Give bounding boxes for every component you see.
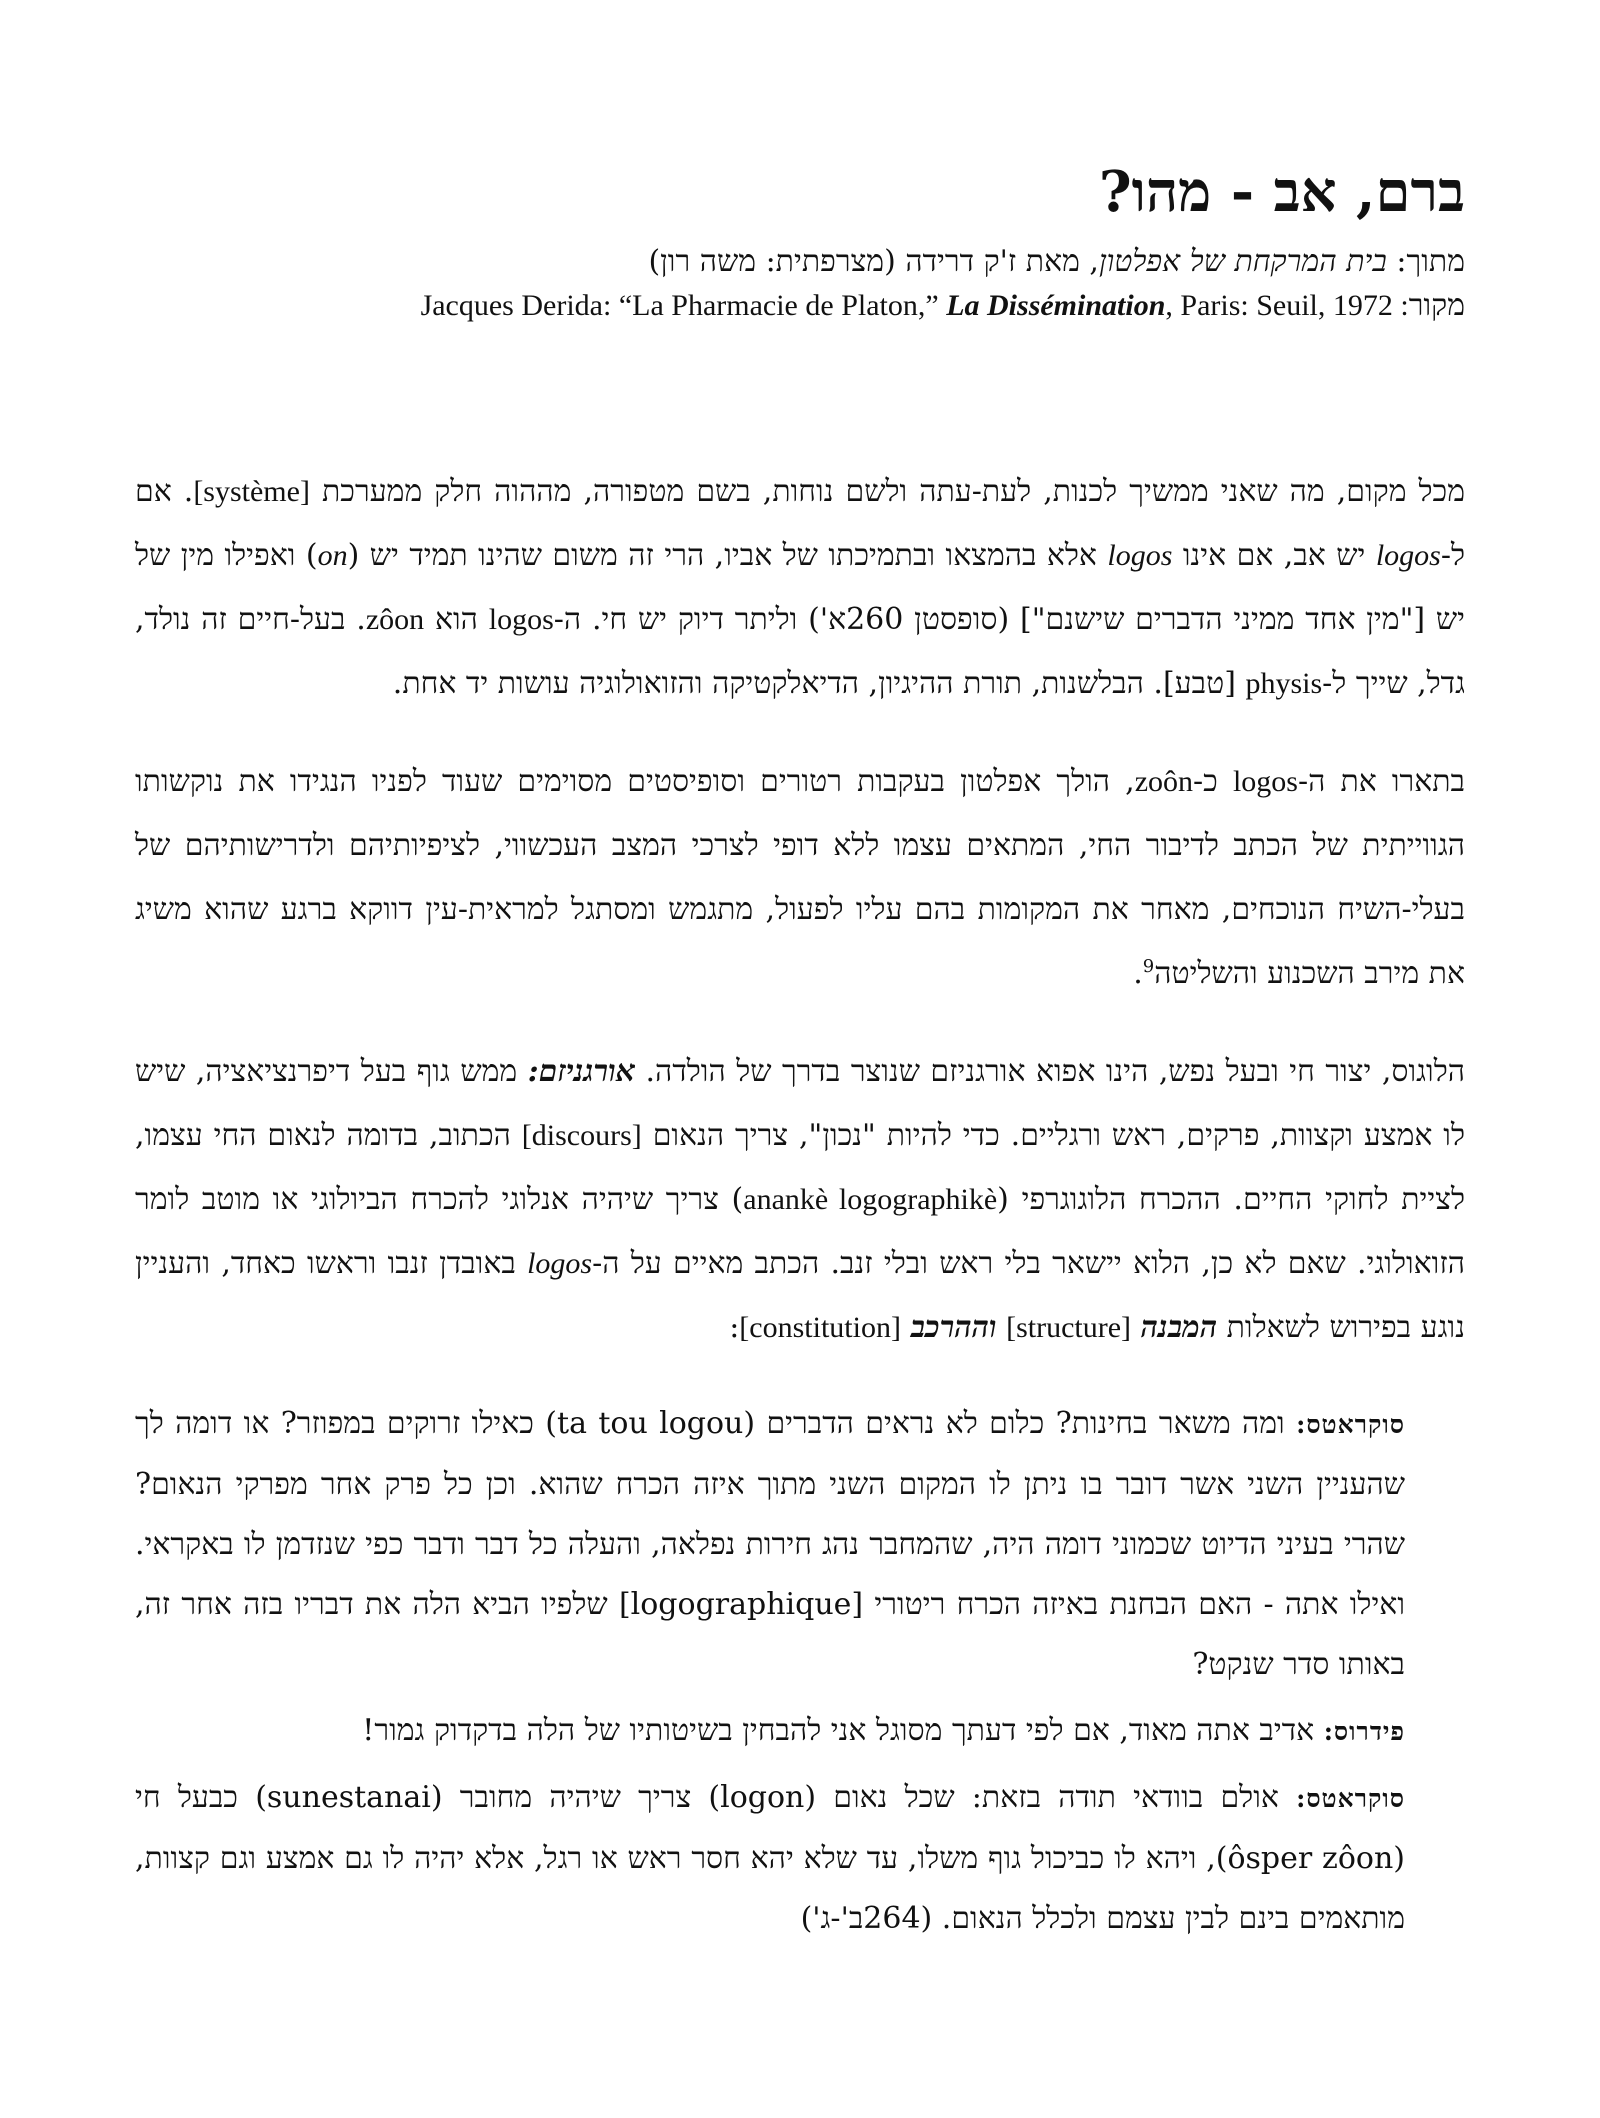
source-author: Jacques Derida: “La Pharmacie de Platon,” — [420, 288, 939, 322]
latin-term: [structure] — [1006, 1311, 1132, 1344]
dialogue-line — [135, 1394, 1405, 1695]
latin-term: ôsper zôon — [1227, 1841, 1394, 1876]
latin-term: physis — [1245, 667, 1323, 700]
paragraph-text: . — [1133, 956, 1143, 991]
latin-term: logos — [1232, 765, 1298, 798]
paragraph-text: הוא — [424, 602, 489, 637]
paragraph-text — [997, 1310, 1007, 1345]
speaker-label: פידרוס: — [1323, 1717, 1405, 1746]
latin-term: [constitution] — [739, 1311, 901, 1344]
paragraph-text: אלא בהמצאו ובתמיכתו של אביו, הרי זה משום שהינו תמיד יש ( — [347, 538, 1108, 573]
paragraph-1 — [135, 460, 1465, 716]
dialogue-text: ) כאילו זרוקים במפוזר? או דומה לך שהעניין השני אשר דובר בו ניתן לו המקום השני מתוך איזה הכרח שהוא. וכן כל פרק אחר מפרקי הנאום? שהרי בעיני הדיוט שכמוני דומה היה, שהמחבר נהג חירות נפלאה, והעלה כל דבר ודבר כפי שנזדמן לו באקראי. ואילו אתה - האם הבחנת באיזה הכרח ריטורי — [135, 1406, 1405, 1622]
dialogue-text: ומה משאר בחינות? כלום לא נראים הדברים ( — [743, 1406, 1297, 1441]
document-header — [135, 160, 1465, 327]
paragraph-text: כ- — [1193, 764, 1233, 799]
paragraph-3 — [135, 1040, 1465, 1360]
latin-term: logos — [1107, 539, 1173, 572]
latin-term: logon — [720, 1780, 805, 1815]
page-title: ברם, אב - מהו? — [1098, 159, 1465, 225]
source-prefix: מקור: — [1400, 288, 1465, 322]
latin-term: zoôn — [1134, 765, 1194, 798]
paragraph-text — [901, 1310, 911, 1345]
paragraph-text: . בעל-חיים זה נולד, גדל, שייך ל- — [135, 602, 1465, 701]
latin-term: logos — [1375, 539, 1441, 572]
latin-term: [système] — [193, 475, 310, 508]
from-rest: , מאת ז'ק דרידה (מצרפתית: משה רון) — [648, 244, 1099, 280]
source-citation — [421, 289, 1393, 322]
speaker-label: סוקראטס: — [1296, 1410, 1405, 1439]
latin-term: ta tou logou — [557, 1406, 744, 1441]
from-line — [135, 240, 1465, 284]
latin-term: logos — [488, 603, 554, 636]
emphasized-term: וההרכב — [910, 1310, 997, 1345]
latin-term: sunestanai — [266, 1780, 431, 1815]
dialogue-text: אולם בוודאי תודה בזאת: שכל נאום ( — [804, 1780, 1297, 1815]
paragraph-text: באובדן זנבו וראשו כאחד, והעניין נוגע בפירוש לשאלות — [135, 1246, 1465, 1345]
source-line — [135, 284, 1465, 328]
dialogue-text: שלפיו הביא הלה את דבריו בזה אחר זה, באותו סדר שנקט? — [135, 1587, 1405, 1682]
latin-term: zôon — [365, 603, 425, 636]
dialogue-text: אדיב אתה מאוד, אם לפי דעתך מסוגל אני להבחין בשיטותיו של הלה בדקדוק גמור! — [362, 1713, 1324, 1748]
paragraph-text: הלוגוס, יצור חי ובעל נפש, הינו אפוא אורגניזם שנוצר בדרך של הולדה. — [635, 1054, 1466, 1089]
dialogue-text: ) כבעל חי ( — [135, 1780, 1406, 1876]
paragraph-text: . אם ל- — [135, 474, 1465, 573]
dialogue-text: ), ויהא לו כביכול גוף משלו, עד שלא יהא חסר ראש או רגל, אלא יהיה לו גם אמצע וגם קצוות, מותאמים בינם לבין עצמם ולכלל הנאום. (264ב'-ג') — [135, 1841, 1405, 1936]
paragraph-text: : — [729, 1310, 740, 1345]
paragraph-2 — [135, 750, 1465, 1006]
book-title: בית המרקחת של אפלטון — [1098, 244, 1387, 280]
dialogue-quote — [135, 1394, 1405, 1949]
paragraph-text: [טבע]. הבלשנות, תורת ההיגיון, הדיאלקטיקה והזואולוגיה עושות יד אחת. — [392, 666, 1246, 701]
footnote-marker: 9 — [1142, 956, 1155, 977]
dialogue-line — [135, 1701, 1405, 1762]
latin-term: on — [317, 539, 348, 572]
paragraph-text: הכתוב, בדומה לנאום החי עצמו, לציית לחוקי החיים. ההכרח הלוגוגרפי ( — [135, 1118, 1465, 1217]
dialogue-text: ) צריך שיהיה מחובר ( — [430, 1780, 721, 1815]
paragraph-text: מכל מקום, מה שאני ממשיך לכנות, לעת-עתה ולשם נוחות, בשם מטפורה, מההוה חלק ממערכת — [309, 474, 1466, 509]
emphasized-term: אורגניזם: — [527, 1054, 636, 1089]
from-prefix: מתוך: — [1396, 244, 1465, 280]
paragraph-text: בתארו את ה- — [1297, 764, 1465, 799]
paragraph-text: ) ואפילו מין של יש ["מין אחד ממיני הדברים שישנם"] (סופסטן 260א') וליתר דיוק יש חי. ה- — [135, 538, 1465, 637]
emphasized-term: המבנה — [1140, 1310, 1218, 1345]
paragraph-text — [1131, 1310, 1141, 1345]
latin-term: [discours] — [521, 1119, 642, 1152]
latin-term: logos — [527, 1247, 593, 1280]
source-work: La Dissémination — [946, 288, 1166, 322]
latin-term: [logographique] — [618, 1587, 864, 1622]
paragraph-text: ) צריך שיהיה אנלוגי להכרח הביולוגי או מוטב לומר הזואולוגי. שאם לא כן, הלוא יישאר בלי ראש ובלי זנב. הכתב מאיים על ה- — [135, 1182, 1465, 1281]
paragraph-text: ממש גוף בעל דיפרנציאציה, שיש לו אמצע וקצוות, פרקים, ראש ורגליים. כדי להיות "נכון", צריך הנאום — [135, 1054, 1465, 1153]
speaker-label: סוקראטס: — [1296, 1784, 1405, 1813]
dialogue-line — [135, 1768, 1405, 1949]
source-rest: , Paris: Seuil, 1972 — [1165, 288, 1393, 322]
latin-term: anankè logographikè — [743, 1183, 998, 1216]
paragraph-text: , הולך אפלטון בעקבות רטורים וסופיסטים מסוימים שעוד לפניו הנגידו את נוקשותו הגווייתית של הכתב לדיבור החי, המתאים עצמו ללא דופי לצרכי המצב העכשווי, לציפיותיהם ולדרישותיהם של בעלי-השיח הנוכחים, מאחר את המקומות בהם עליו לפעול, מתגמש ומסתגל למראית-עין דווקא ברגע שהוא משיג את מירב השכנוע והשליטה — [135, 764, 1465, 991]
paragraph-text: יש אב, אם אינו — [1172, 538, 1376, 573]
document-body — [135, 460, 1465, 1955]
